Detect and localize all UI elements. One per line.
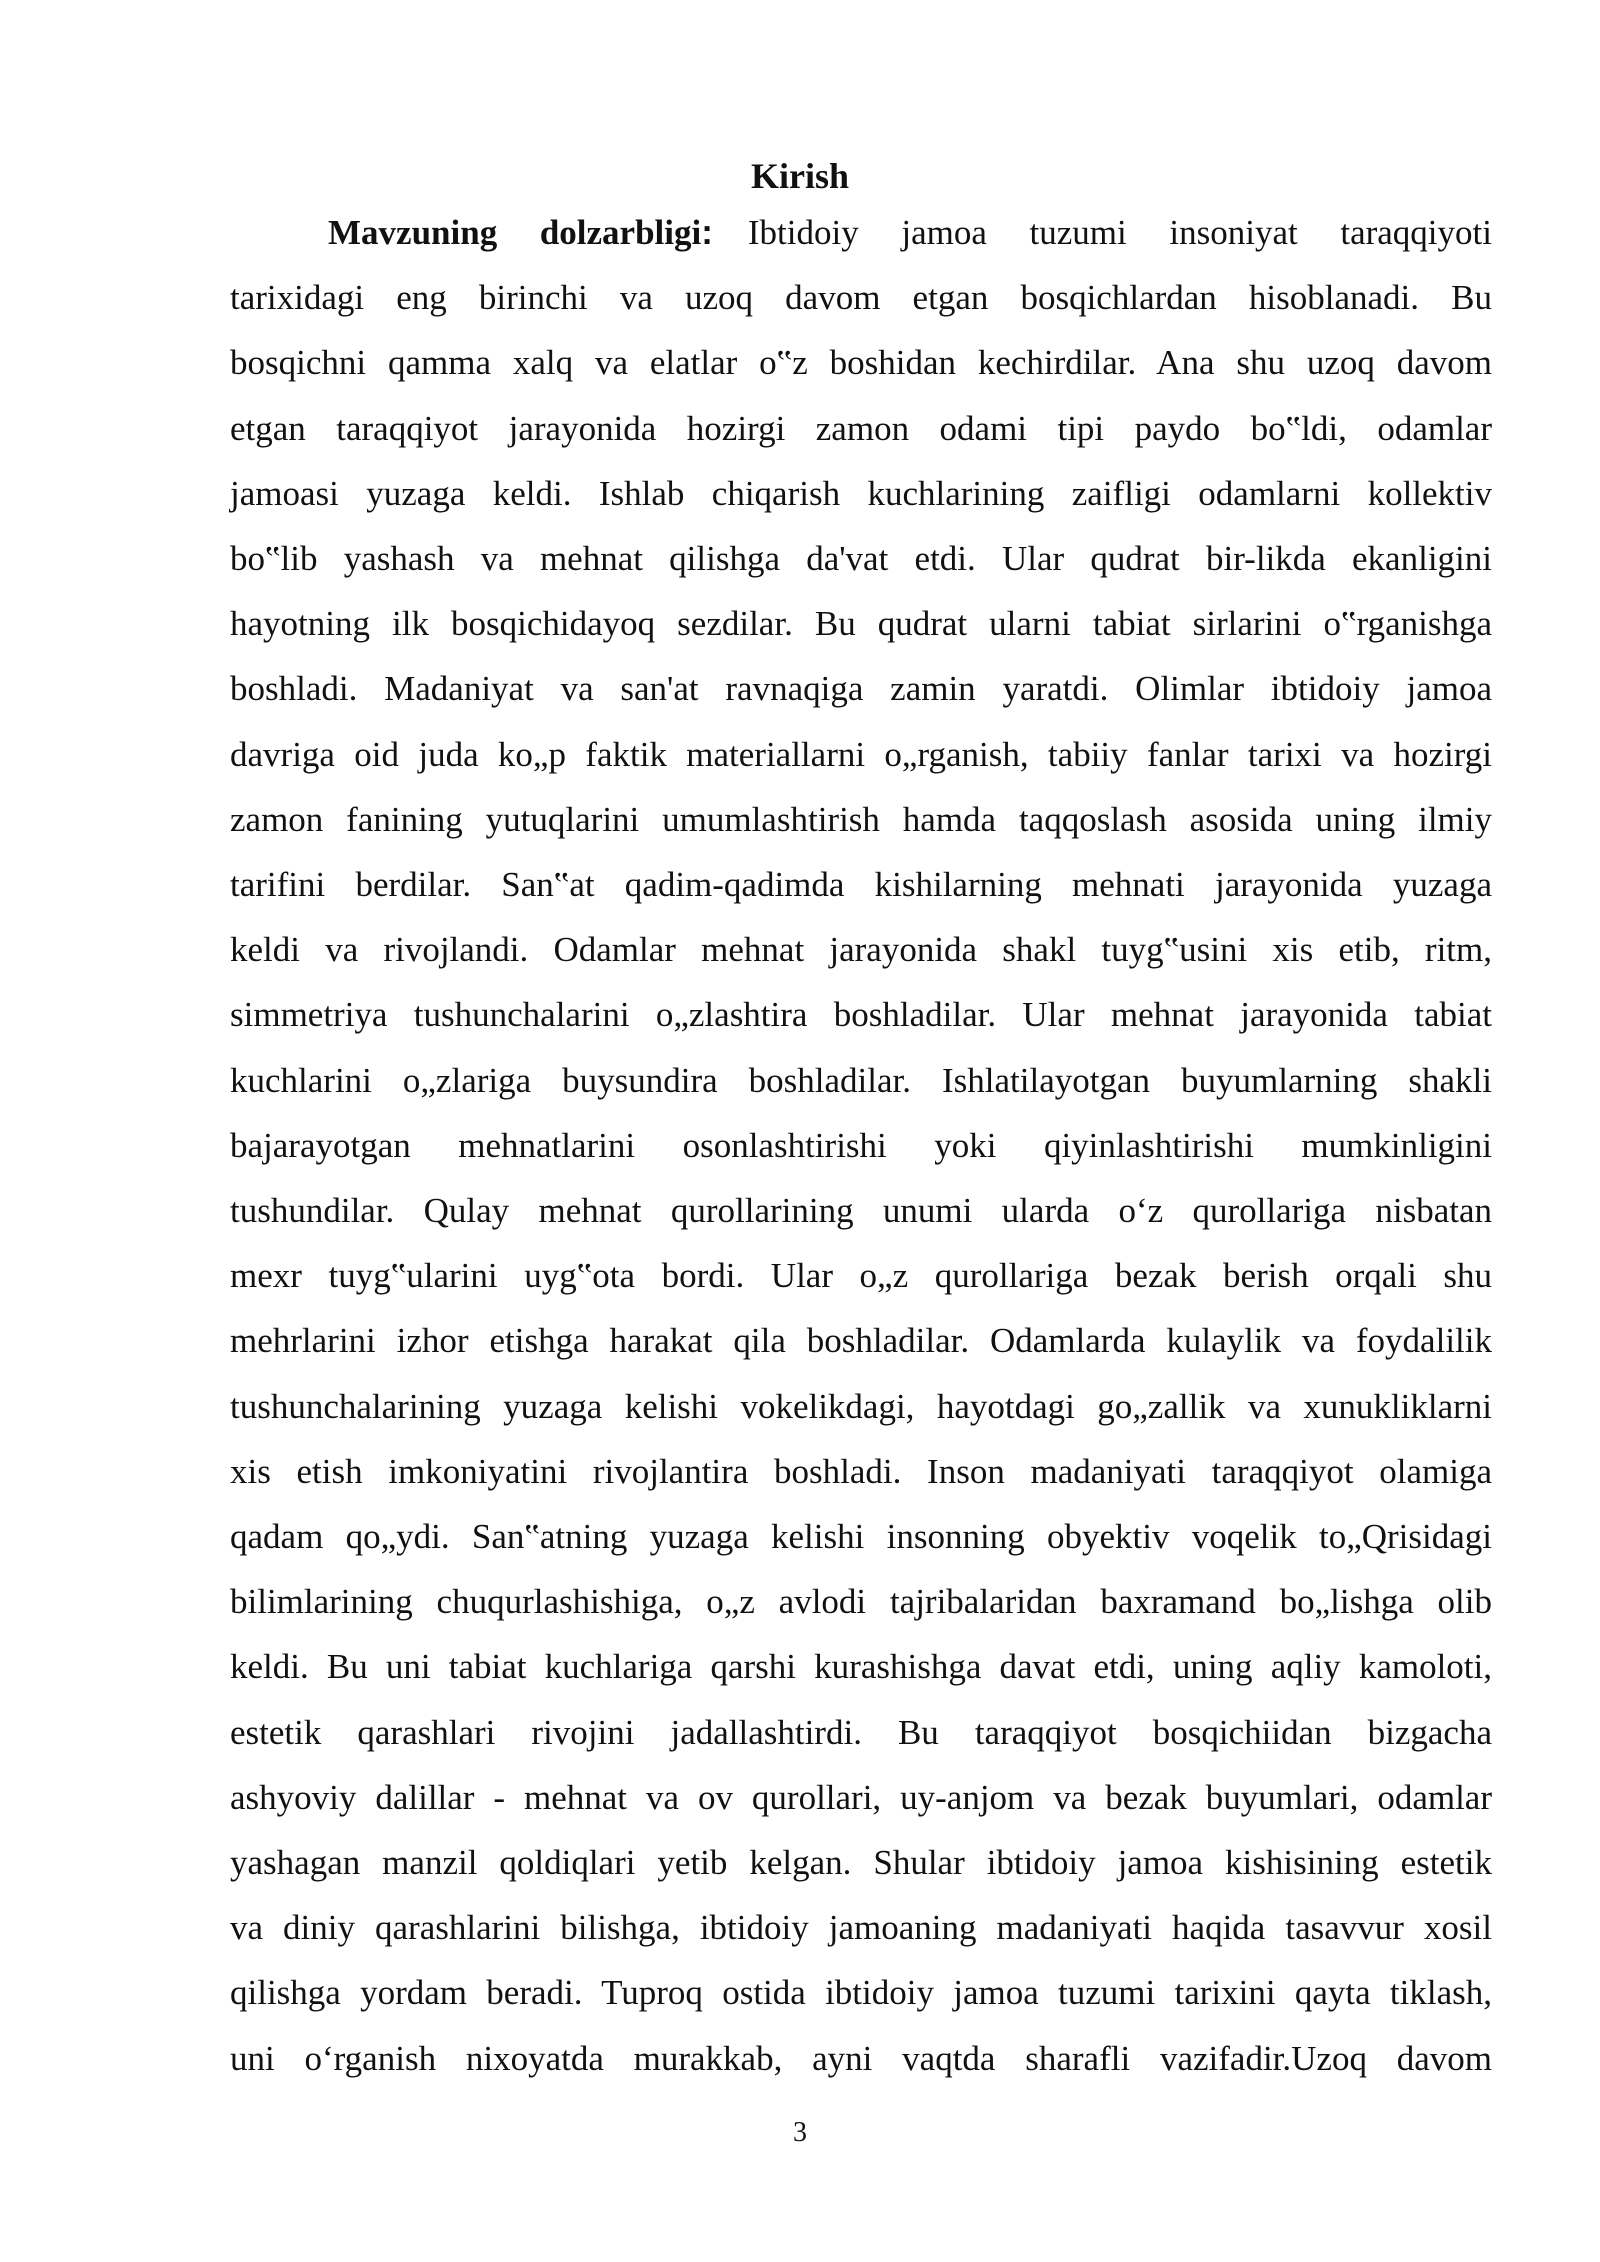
text-line: tushunchalarining yuzaga kelishi vokelikdagi, hayotdagi go„zallik va xunukliklarni [230,1386,1492,1426]
text-line: mexr tuyg‟ularini uyg‟ota bordi. Ular o„z qurollariga bezak berish orqali shu [230,1256,1492,1296]
text-line: jamoasi yuzaga keldi. Ishlab chiqarish kuchlarining zaifligi odamlarni kollektiv [230,473,1492,513]
text-line: xis etish imkoniyatini rivojlantira boshladi. Inson madaniyati taraqqiyot olamiga [230,1451,1492,1491]
text-line: tarixidagi eng birinchi va uzoq davom etgan bosqichlardan hisoblanadi. Bu [230,278,1492,318]
paragraph-first-line [230,200,1492,265]
text-line: qadam qo„ydi. San‟atning yuzaga kelishi insonning obyektiv voqelik to„Qrisidagi [230,1517,1492,1557]
text-line: tarifini berdilar. San‟at qadim-qadimda kishilarning mehnati jarayonida yuzaga [230,865,1492,905]
page-title: Kirish [750,156,849,196]
text-line: bajarayotgan mehnatlarini osonlashtirishi yoki qiyinlashtirishi mumkinligini [230,1125,1492,1165]
text-line: uni o‘rganish nixoyatda murakkab, ayni vaqtda sharafli vazifadir.Uzoq davom [230,2038,1492,2078]
page-number: 3 [793,2117,807,2148]
text-line: boshladi. Madaniyat va san'at ravnaqiga zamin yaratdi. Olimlar ibtidoiy jamoa [230,669,1492,709]
text-line: davriga oid juda ko„p faktik materiallarni o„rganish, tabiiy fanlar tarixi va hozirgi [230,734,1492,774]
text-line: mehrlarini izhor etishga harakat qila boshladilar. Odamlarda kulaylik va foydalilik [230,1321,1492,1361]
body-paragraph [230,200,1492,2091]
lead-label: Mavzuning dolzarbligi [328,213,702,252]
text-line: ashyoviy dalillar - mehnat va ov qurollari, uy-anjom va bezak buyumlari, odamlar [230,1777,1492,1817]
text-line: va diniy qarashlarini bilishga, ibtidoiy jamoaning madaniyati haqida tasavvur xosil [230,1908,1492,1948]
text-line: estetik qarashlari rivojini jadallashtirdi. Bu taraqqiyot bosqichiidan bizgacha [230,1712,1492,1752]
text-line: simmetriya tushunchalarini o„zlashtira boshladilar. Ular mehnat jarayonida tabiat [230,995,1492,1035]
text-line: hayotning ilk bosqichidayoq sezdilar. Bu qudrat ularni tabiat sirlarini o‟rganishga [230,604,1492,644]
text-line: bosqichni qamma xalq va elatlar o‟z boshidan kechirdilar. Ana shu uzoq davom [230,343,1492,383]
text-line: etgan taraqqiyot jarayonida hozirgi zamon odami tipi paydo bo‟ldi, odamlar [230,408,1492,448]
text-line: yashagan manzil qoldiqlari yetib kelgan. Shular ibtidoiy jamoa kishisining estetik [230,1843,1492,1883]
text-line: keldi va rivojlandi. Odamlar mehnat jarayonida shakl tuyg‟usini xis etib, ritm, [230,930,1492,970]
text-line: kuchlarini o„zlariga buysundira boshladilar. Ishlatilayotgan buyumlarning shakli [230,1060,1492,1100]
text-line: tushundilar. Qulay mehnat qurollarining unumi ularda o‘z qurollariga nisbatan [230,1191,1492,1231]
text-line: qilishga yordam beradi. Tuproq ostida ibtidoiy jamoa tuzumi tarixini qayta tiklash, [230,1973,1492,2013]
text-line: zamon fanining yutuqlarini umumlashtirish hamda taqqoslash asosida uning ilmiy [230,799,1492,839]
text-line: keldi. Bu uni tabiat kuchlariga qarshi kurashishga davat etdi, uning aqliy kamoloti, [230,1647,1492,1687]
text-line: Ibtidoiy jamoa tuzumi insoniyat taraqqiyoti [747,213,1492,252]
lead-colon: : [701,213,713,252]
text-line: bo‟lib yashash va mehnat qilishga da'vat etdi. Ular qudrat bir-likda ekanligini [230,539,1492,579]
text-line: bilimlarining chuqurlashishiga, o„z avlodi tajribalaridan baxramand bo„lishga olib [230,1582,1492,1622]
